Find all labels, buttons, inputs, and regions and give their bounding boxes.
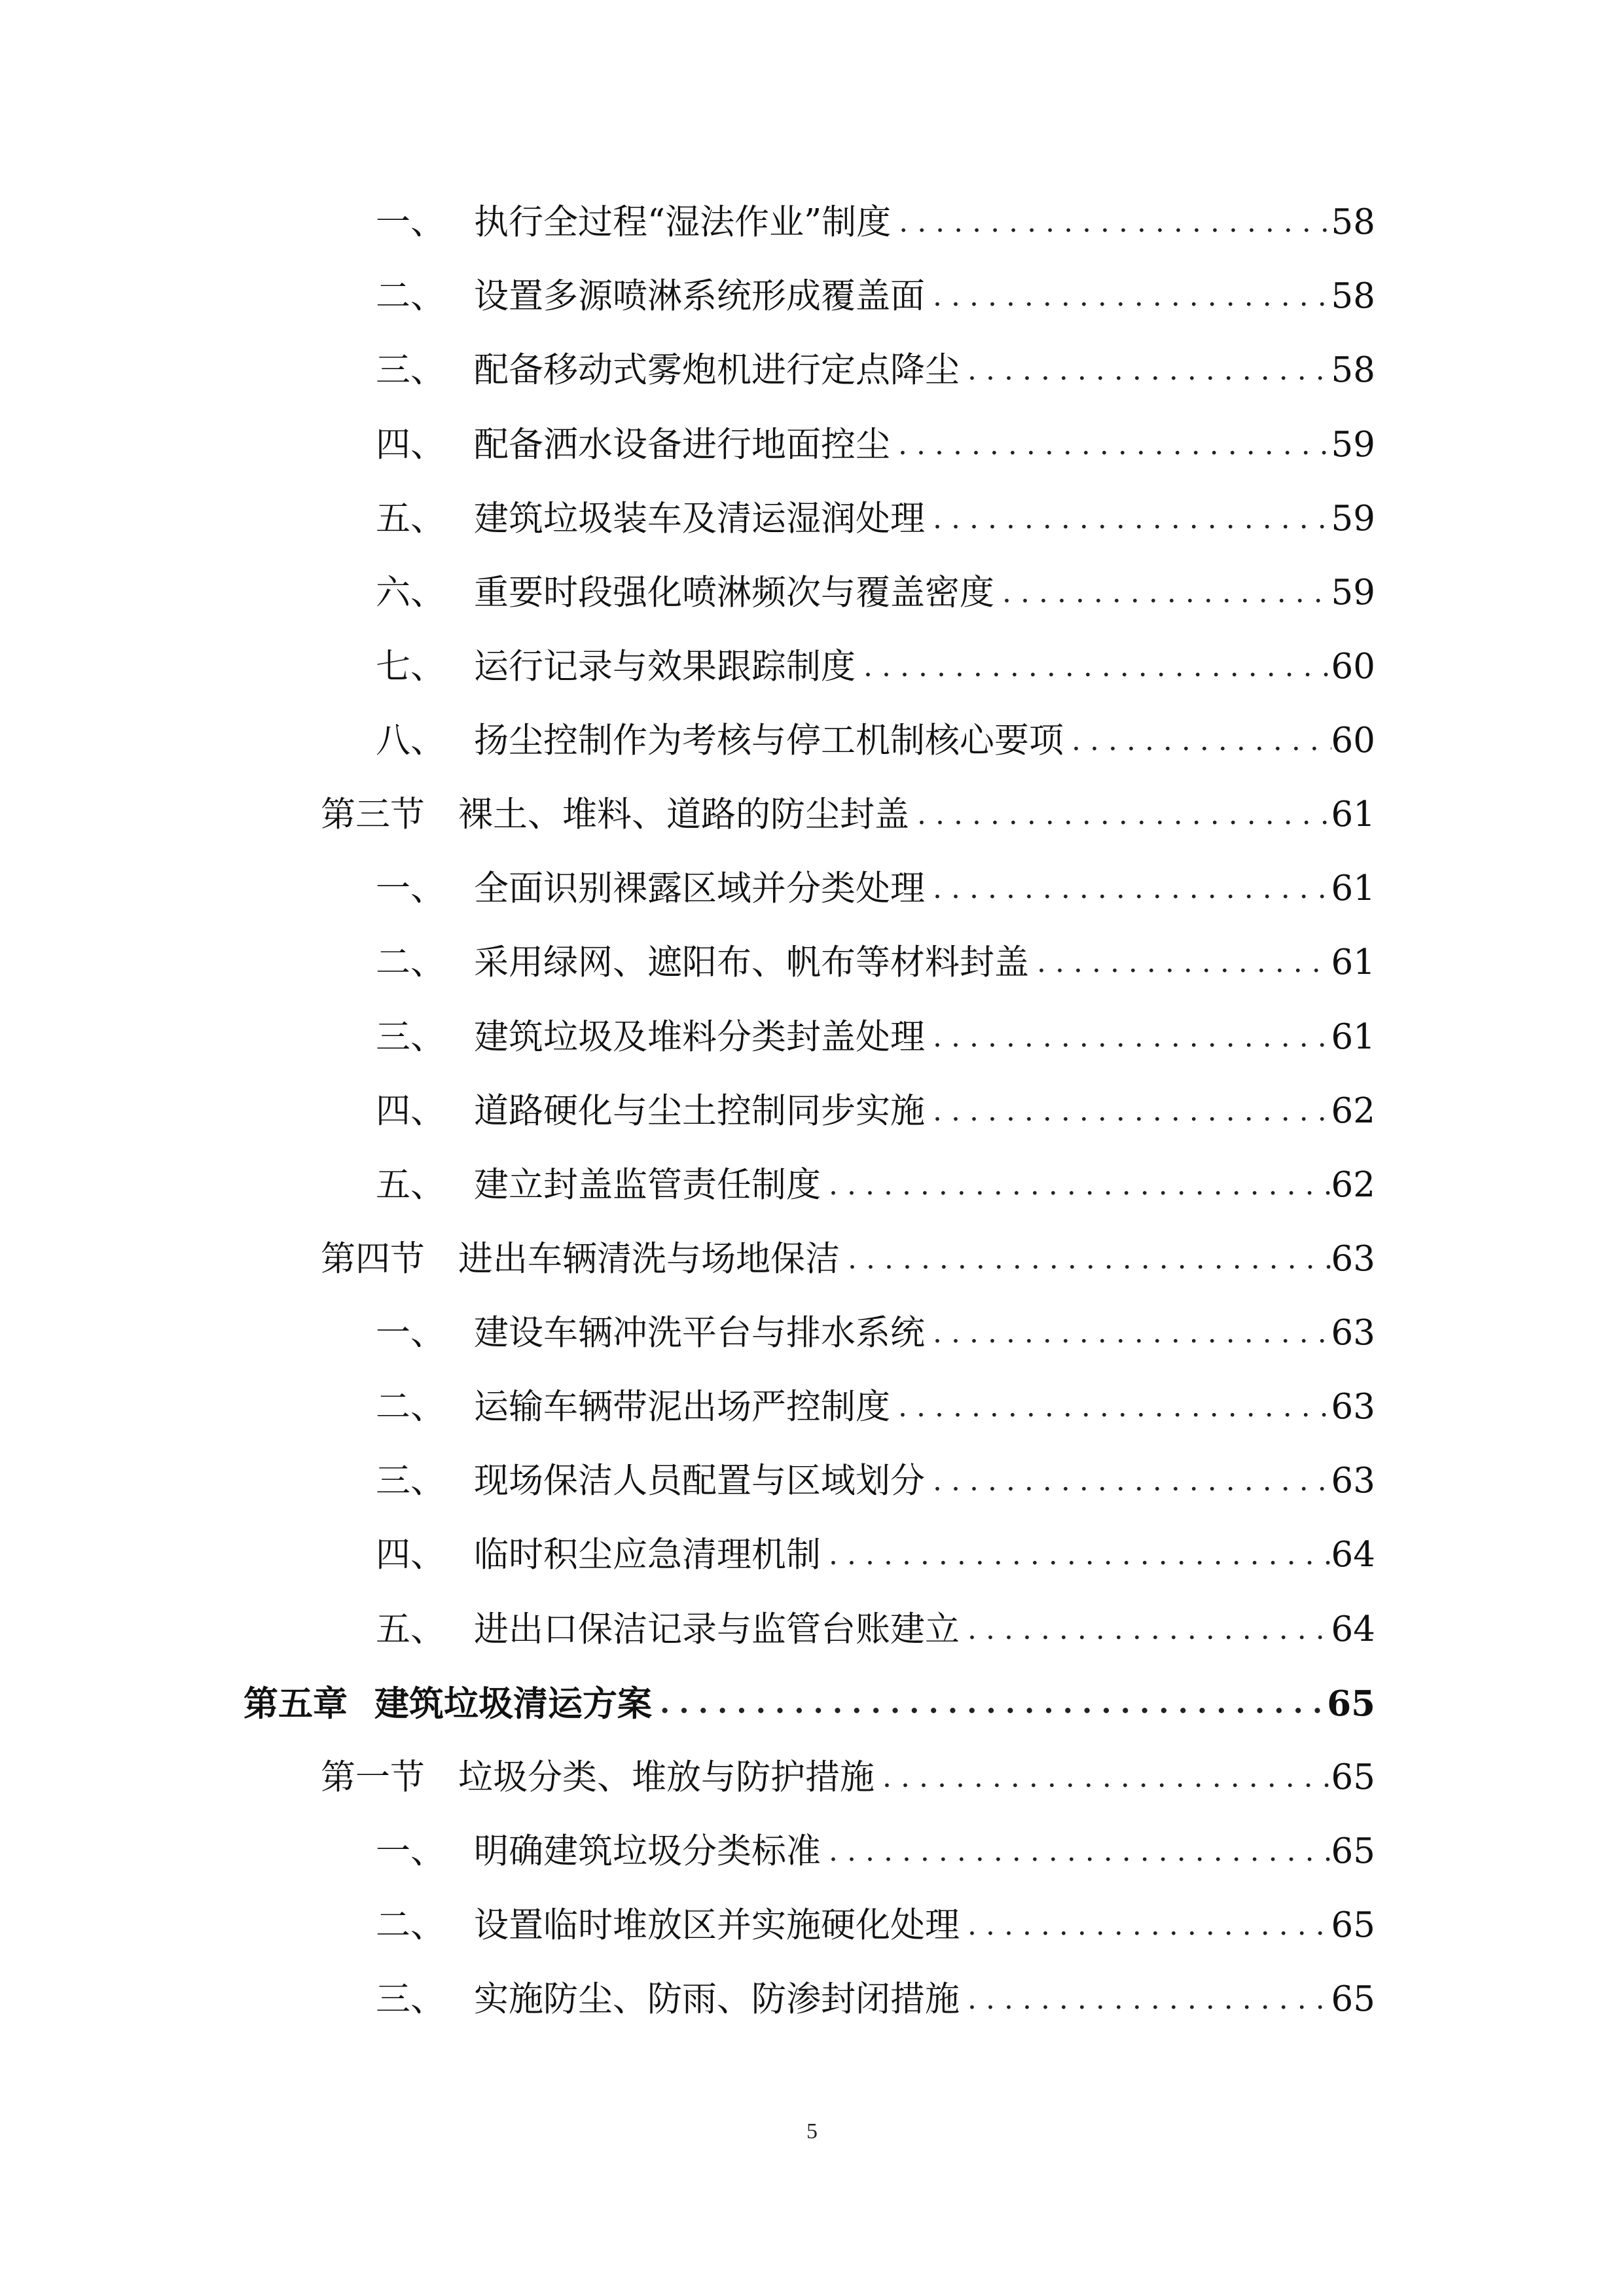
toc-entry-page: 58 (1331, 202, 1375, 242)
toc-entry[interactable] (376, 863, 1375, 915)
toc-entry-number: 第四节 (321, 1239, 425, 1279)
toc-section-entry[interactable] (321, 1751, 1375, 1804)
dot-leader (840, 1233, 1331, 1285)
toc-entry-number: 一、 (376, 202, 445, 242)
toc-entry-title: 设置多源喷淋系统形成覆盖面 (474, 276, 925, 316)
toc-entry-page: 60 (1331, 647, 1375, 687)
toc-entry-page: 60 (1331, 721, 1375, 761)
toc-entry[interactable] (376, 1085, 1375, 1138)
toc-entry-page: 63 (1331, 1387, 1375, 1427)
toc-entry-page: 63 (1331, 1461, 1375, 1501)
toc-entry-page: 65 (1331, 1757, 1375, 1797)
toc-entry-number: 第五章 (244, 1683, 348, 1724)
dot-leader (890, 1381, 1331, 1433)
toc-entry[interactable] (376, 1381, 1375, 1433)
toc-entry-page: 63 (1331, 1313, 1375, 1353)
dot-leader (925, 863, 1331, 915)
dot-leader (994, 567, 1331, 619)
toc-entry-title: 重要时段强化喷淋频次与覆盖密度 (474, 573, 994, 613)
page-number: 5 (806, 2119, 818, 2144)
toc-entry-page: 62 (1331, 1165, 1375, 1205)
toc-entry-page: 59 (1331, 499, 1375, 539)
toc-entry-page: 65 (1331, 1831, 1375, 1871)
toc-entry-number: 三、 (376, 1017, 445, 1057)
dot-leader (875, 1751, 1331, 1804)
toc-entry-title: 道路硬化与尘土控制同步实施 (474, 1091, 925, 1131)
toc-entry-number: 第三节 (321, 795, 425, 834)
toc-entry[interactable] (376, 1899, 1375, 1952)
toc-entry-page: 64 (1331, 1535, 1375, 1575)
dot-leader (891, 196, 1331, 249)
toc-entry-number: 五、 (376, 1609, 445, 1649)
toc-entry-title: 建筑垃圾装车及清运湿润处理 (474, 499, 925, 539)
toc-entry-title: 实施防尘、防雨、防渗封闭措施 (474, 1979, 960, 2019)
toc-entry-number: 一、 (376, 1831, 445, 1871)
toc-entry-page: 61 (1331, 795, 1375, 834)
toc-entry-title: 配备洒水设备进行地面控尘 (474, 425, 890, 465)
toc-entry[interactable] (376, 567, 1375, 619)
toc-entry[interactable] (376, 419, 1375, 471)
toc-entry-title: 配备移动式雾炮机进行定点降尘 (474, 350, 960, 390)
toc-entry-title: 临时积尘应急清理机制 (474, 1535, 821, 1575)
toc-entry-number: 三、 (376, 350, 445, 390)
toc-entry-number: 七、 (376, 647, 445, 687)
toc-chapter-entry[interactable] (244, 1677, 1375, 1730)
toc-entry-number: 四、 (376, 425, 445, 465)
toc-entry-page: 61 (1331, 869, 1375, 908)
toc-entry-number: 四、 (376, 1535, 445, 1575)
toc-entry-title: 设置临时堆放区并实施硬化处理 (474, 1905, 960, 1945)
toc-entry-page: 62 (1331, 1091, 1375, 1131)
toc-entry-number: 二、 (376, 1905, 445, 1945)
toc-entry-title: 建设车辆冲洗平台与排水系统 (474, 1313, 925, 1353)
dot-leader (856, 641, 1331, 693)
toc-entry-title: 运输车辆带泥出场严控制度 (474, 1387, 890, 1427)
toc-entry[interactable] (376, 1307, 1375, 1359)
toc-entry[interactable] (376, 1825, 1375, 1878)
dot-leader (960, 344, 1331, 397)
toc-entry-number: 八、 (376, 721, 445, 761)
toc-entry[interactable] (376, 493, 1375, 545)
toc-entry-title: 进出口保洁记录与监管台账建立 (474, 1609, 960, 1649)
toc-entry-page: 61 (1331, 942, 1375, 982)
toc-entry-number: 一、 (376, 1313, 445, 1353)
toc-entry-title: 运行记录与效果跟踪制度 (474, 647, 856, 687)
dot-leader (925, 1085, 1331, 1138)
toc-entry-title: 进出车辆清洗与场地保洁 (458, 1239, 840, 1279)
dot-leader (925, 493, 1331, 545)
toc-entry-title: 明确建筑垃圾分类标准 (474, 1831, 821, 1871)
toc-entry[interactable] (376, 1011, 1375, 1064)
toc-entry-title: 建筑垃圾清运方案 (374, 1683, 652, 1724)
toc-entry-page: 65 (1327, 1683, 1375, 1724)
dot-leader (925, 1011, 1331, 1064)
toc-entry-page: 63 (1331, 1239, 1375, 1279)
toc-entry-title: 垃圾分类、堆放与防护措施 (458, 1757, 875, 1797)
dot-leader (821, 1825, 1331, 1878)
toc-entry-title: 建筑垃圾及堆料分类封盖处理 (474, 1017, 925, 1057)
toc-entry-number: 四、 (376, 1091, 445, 1131)
toc-entry-page: 58 (1331, 276, 1375, 316)
toc-entry-number: 三、 (376, 1461, 445, 1501)
toc-entry-title: 执行全过程“湿法作业”制度 (474, 202, 892, 242)
toc-entry[interactable] (376, 1455, 1375, 1507)
toc-entry-title: 建立封盖监管责任制度 (474, 1165, 821, 1205)
toc-entry-number: 一、 (376, 869, 445, 908)
toc-entry[interactable] (376, 344, 1375, 397)
toc-entry-title: 扬尘控制作为考核与停工机制核心要项 (474, 721, 1064, 761)
toc-entry-page: 59 (1331, 573, 1375, 613)
toc-entry-page: 65 (1331, 1905, 1375, 1945)
toc-entry-number: 第一节 (321, 1757, 425, 1797)
toc-entry-page: 64 (1331, 1609, 1375, 1649)
toc-entry-page: 61 (1331, 1017, 1375, 1057)
toc-entry[interactable] (376, 196, 1375, 249)
toc-entry[interactable] (376, 1604, 1375, 1656)
dot-leader (960, 1899, 1331, 1952)
toc-entry[interactable] (376, 1973, 1375, 2026)
dot-leader (890, 419, 1331, 471)
dot-leader (925, 1307, 1331, 1359)
toc-entry-title: 裸土、堆料、道路的防尘封盖 (458, 795, 909, 834)
toc-entry-title: 全面识别裸露区域并分类处理 (474, 869, 925, 908)
dot-leader (925, 270, 1331, 323)
toc-entry[interactable] (376, 937, 1375, 989)
toc-entry-number: 五、 (376, 1165, 445, 1205)
toc-entry-number: 三、 (376, 1979, 445, 2019)
toc-section-entry[interactable] (321, 1233, 1375, 1285)
toc-entry[interactable] (376, 1529, 1375, 1581)
dot-leader (960, 1604, 1331, 1656)
toc-entry[interactable] (376, 715, 1375, 767)
dot-leader (652, 1677, 1327, 1730)
toc-entry-number: 二、 (376, 276, 445, 316)
dot-leader (821, 1529, 1331, 1581)
toc-entry-page: 65 (1331, 1979, 1375, 2019)
toc-entry[interactable] (376, 641, 1375, 693)
toc-entry-number: 六、 (376, 573, 445, 613)
dot-leader (925, 1455, 1331, 1507)
dot-leader (909, 789, 1331, 841)
toc-entry-number: 二、 (376, 942, 445, 982)
toc-entry-number: 五、 (376, 499, 445, 539)
dot-leader (1029, 937, 1331, 989)
toc-entry-page: 58 (1331, 350, 1375, 390)
dot-leader (821, 1159, 1331, 1211)
toc-entry-page: 59 (1331, 425, 1375, 465)
toc-entry[interactable] (376, 270, 1375, 323)
toc-entry[interactable] (376, 1159, 1375, 1211)
toc-entry-number: 二、 (376, 1387, 445, 1427)
toc-entry-title: 采用绿网、遮阳布、帆布等材料封盖 (474, 942, 1029, 982)
toc-section-entry[interactable] (321, 789, 1375, 841)
dot-leader (960, 1973, 1331, 2026)
toc-entry-title: 现场保洁人员配置与区域划分 (474, 1461, 925, 1501)
dot-leader (1064, 715, 1331, 767)
